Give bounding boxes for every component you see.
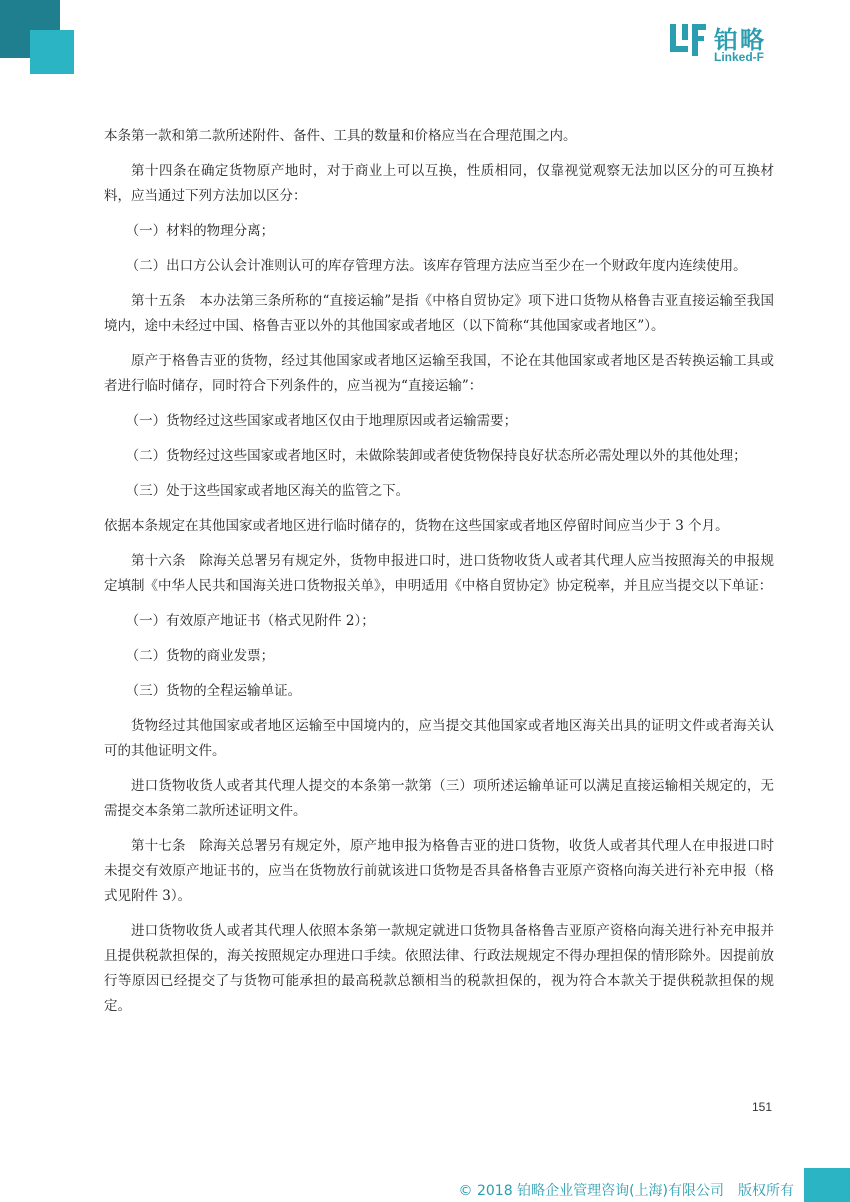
paragraph: 本条第一款和第二款所述附件、备件、工具的数量和价格应当在合理范围之内。 xyxy=(104,128,577,144)
paragraph: 货物经过其他国家或者地区运输至中国境内的，应当提交其他国家或者地区海关出具的证明文件或者海关认可的其他证明文件。 xyxy=(104,718,774,759)
document-body xyxy=(104,124,774,1029)
list-item: （二）出口方公认会计准则认可的库存管理方法。该库存管理方法应当至少在一个财政年度内连续使用。 xyxy=(125,258,747,274)
brand-logo xyxy=(668,20,798,66)
paragraph: 原产于格鲁吉亚的货物，经过其他国家或者地区运输至我国，不论在其他国家或者地区是否转换运输工具或者进行临时储存，同时符合下列条件的，应当视为“直接运输”： xyxy=(104,353,774,394)
footer-copyright: © 2018 铂略企业管理咨询(上海)有限公司 版权所有 xyxy=(458,1183,794,1199)
page-number: 151 xyxy=(752,1100,773,1114)
paragraph: 进口货物收货人或者其代理人依照本条第一款规定就进口货物具备格鲁吉亚原产资格向海关进行补充申报并且提供税款担保的，海关按照规定办理进口手续。依照法律、行政法规规定不得办理担保的情形除外。因提前放行等原因已经提交了与货物可能承担的最高税款总额相当的税款担保的，视为符合本款关于提供税款担保的规定。 xyxy=(104,923,774,1014)
paragraph: 第十七条 除海关总署另有规定外，原产地申报为格鲁吉亚的进口货物，收货人或者其代理人在申报进口时未提交有效原产地证书的，应当在货物放行前就该进口货物是否具备格鲁吉亚原产资格向海关进行补充申报（格式见附件 3）。 xyxy=(104,838,774,904)
list-item: （一）货物经过这些国家或者地区仅由于地理原因或者运输需要； xyxy=(125,413,518,429)
paragraph: 第十四条在确定货物原产地时，对于商业上可以互换，性质相同，仅靠视觉观察无法加以区分的可互换材料，应当通过下列方法加以区分： xyxy=(104,163,774,204)
paragraph: 第十六条 除海关总署另有规定外，货物申报进口时，进口货物收货人或者其代理人应当按照海关的申报规定填制《中华人民共和国海关进口货物报关单》，申明适用《中格自贸协定》协定税率，并且应当提交以下单证： xyxy=(104,553,774,594)
list-item: （一）材料的物理分离； xyxy=(125,223,275,239)
list-item: （三）货物的全程运输单证。 xyxy=(125,683,302,699)
paragraph: 依据本条规定在其他国家或者地区进行临时储存的，货物在这些国家或者地区停留时间应当少于 3 个月。 xyxy=(104,518,729,534)
corner-decoration-light xyxy=(30,30,74,74)
list-item: （二）货物经过这些国家或者地区时，未做除装卸或者使货物保持良好状态所必需处理以外的其他处理； xyxy=(125,448,747,464)
footer-accent-bar xyxy=(804,1168,850,1202)
list-item: （三）处于这些国家或者地区海关的监管之下。 xyxy=(125,483,410,499)
logo-name-cn: 铂略 xyxy=(714,26,766,54)
logo-mark-icon xyxy=(668,20,708,60)
logo-name-en: Linked-F xyxy=(714,50,764,64)
list-item: （二）货物的商业发票； xyxy=(125,648,275,664)
paragraph: 第十五条 本办法第三条所称的“直接运输”是指《中格自贸协定》项下进口货物从格鲁吉亚直接运输至我国境内，途中未经过中国、格鲁吉亚以外的其他国家或者地区（以下简称“其他国家或者地区”）。 xyxy=(104,293,774,334)
paragraph: 进口货物收货人或者其代理人提交的本条第一款第（三）项所述运输单证可以满足直接运输相关规定的，无需提交本条第二款所述证明文件。 xyxy=(104,778,774,819)
list-item: （一）有效原产地证书（格式见附件 2）； xyxy=(125,613,375,629)
